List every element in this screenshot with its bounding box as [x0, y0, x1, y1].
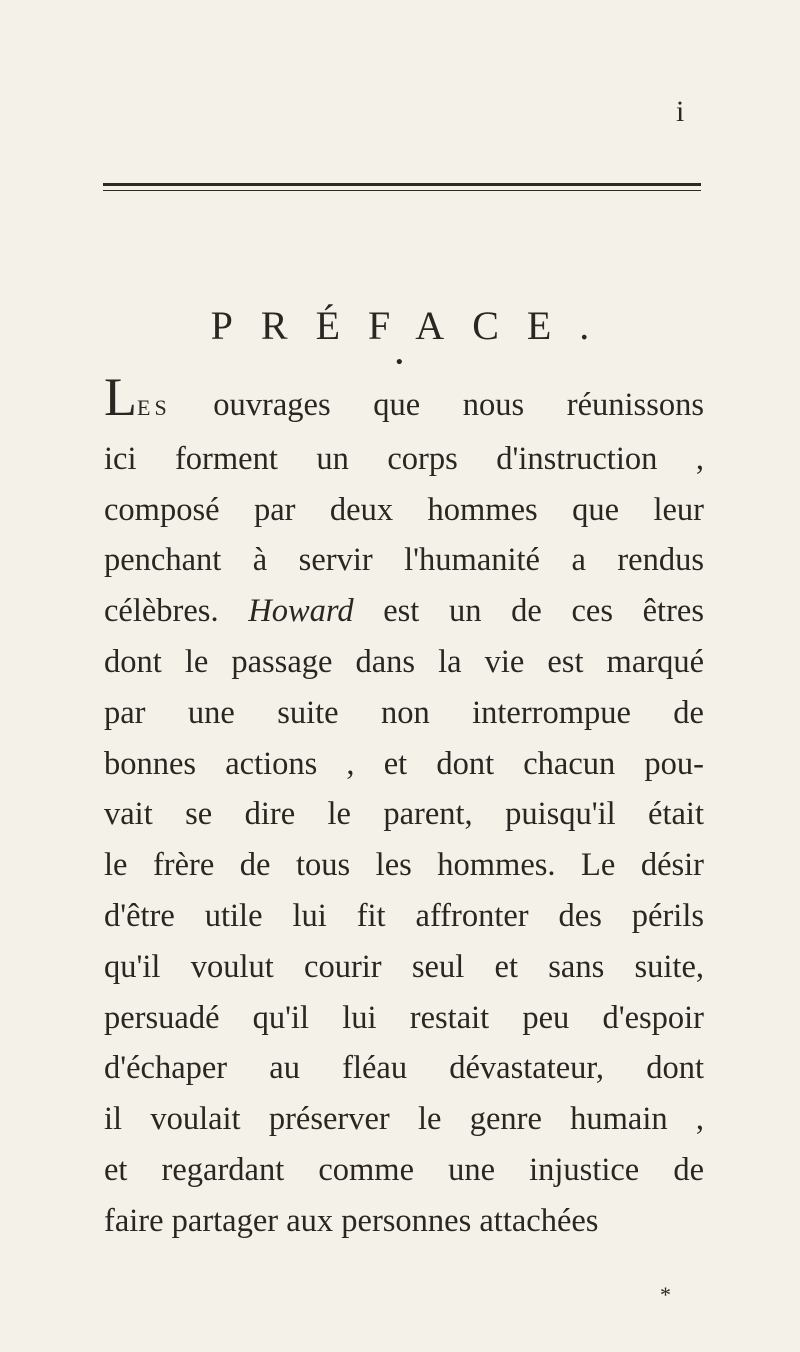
- text-line-10: le frère de tous les hommes. Le désir: [104, 847, 704, 884]
- text-line-12: qu'il voulut courir seul et sans suite,: [104, 948, 704, 985]
- text-line-5: [104, 586, 704, 637]
- text-line-13: persuadé qu'il lui restait peu d'espoir: [104, 999, 704, 1036]
- drop-cap: L: [104, 367, 137, 427]
- text-line-7: par une suite non interrompue de: [104, 694, 704, 731]
- title-ornament: •: [394, 352, 405, 373]
- text-line-5-end: est un de ces êtres: [353, 593, 704, 630]
- header-rule-thin: [103, 190, 701, 191]
- text-line-8: bonnes actions , et dont chacun pou-: [104, 745, 704, 782]
- text-line-9: vait se dire le parent, puisqu'il était: [104, 796, 704, 833]
- text-line-5-start: célèbres.: [104, 593, 249, 630]
- preface-paragraph: [104, 367, 704, 1247]
- header-rule-thick: [103, 183, 701, 186]
- text-line-3: composé par deux hommes que leur: [104, 491, 704, 528]
- text-line-2: ici forment un corps d'instruction ,: [104, 440, 704, 477]
- italic-name: Howard: [248, 593, 354, 630]
- text-line-17: faire partager aux personnes attachées: [104, 1202, 599, 1239]
- text-line-16: et regardant comme une injustice de: [104, 1151, 704, 1188]
- text-line-6: dont le passage dans la vie est marqué: [104, 643, 704, 680]
- drop-cap-smallcaps: ES: [137, 395, 171, 420]
- text-line: [104, 367, 704, 434]
- page-number: i: [676, 95, 685, 128]
- page-title: PRÉFACE.: [210, 303, 618, 348]
- text-line-1: ouvrages que nous réunissons: [170, 387, 704, 423]
- text-line-14: d'échaper au fléau dévastateur, dont: [104, 1050, 704, 1087]
- text-line-4: penchant à servir l'humanité a rendus: [104, 542, 704, 579]
- text-line-11: d'être utile lui fit affronter des périls: [104, 897, 704, 934]
- text-line-15: il voulait préserver le genre humain ,: [104, 1101, 704, 1138]
- signature-mark: *: [660, 1282, 671, 1307]
